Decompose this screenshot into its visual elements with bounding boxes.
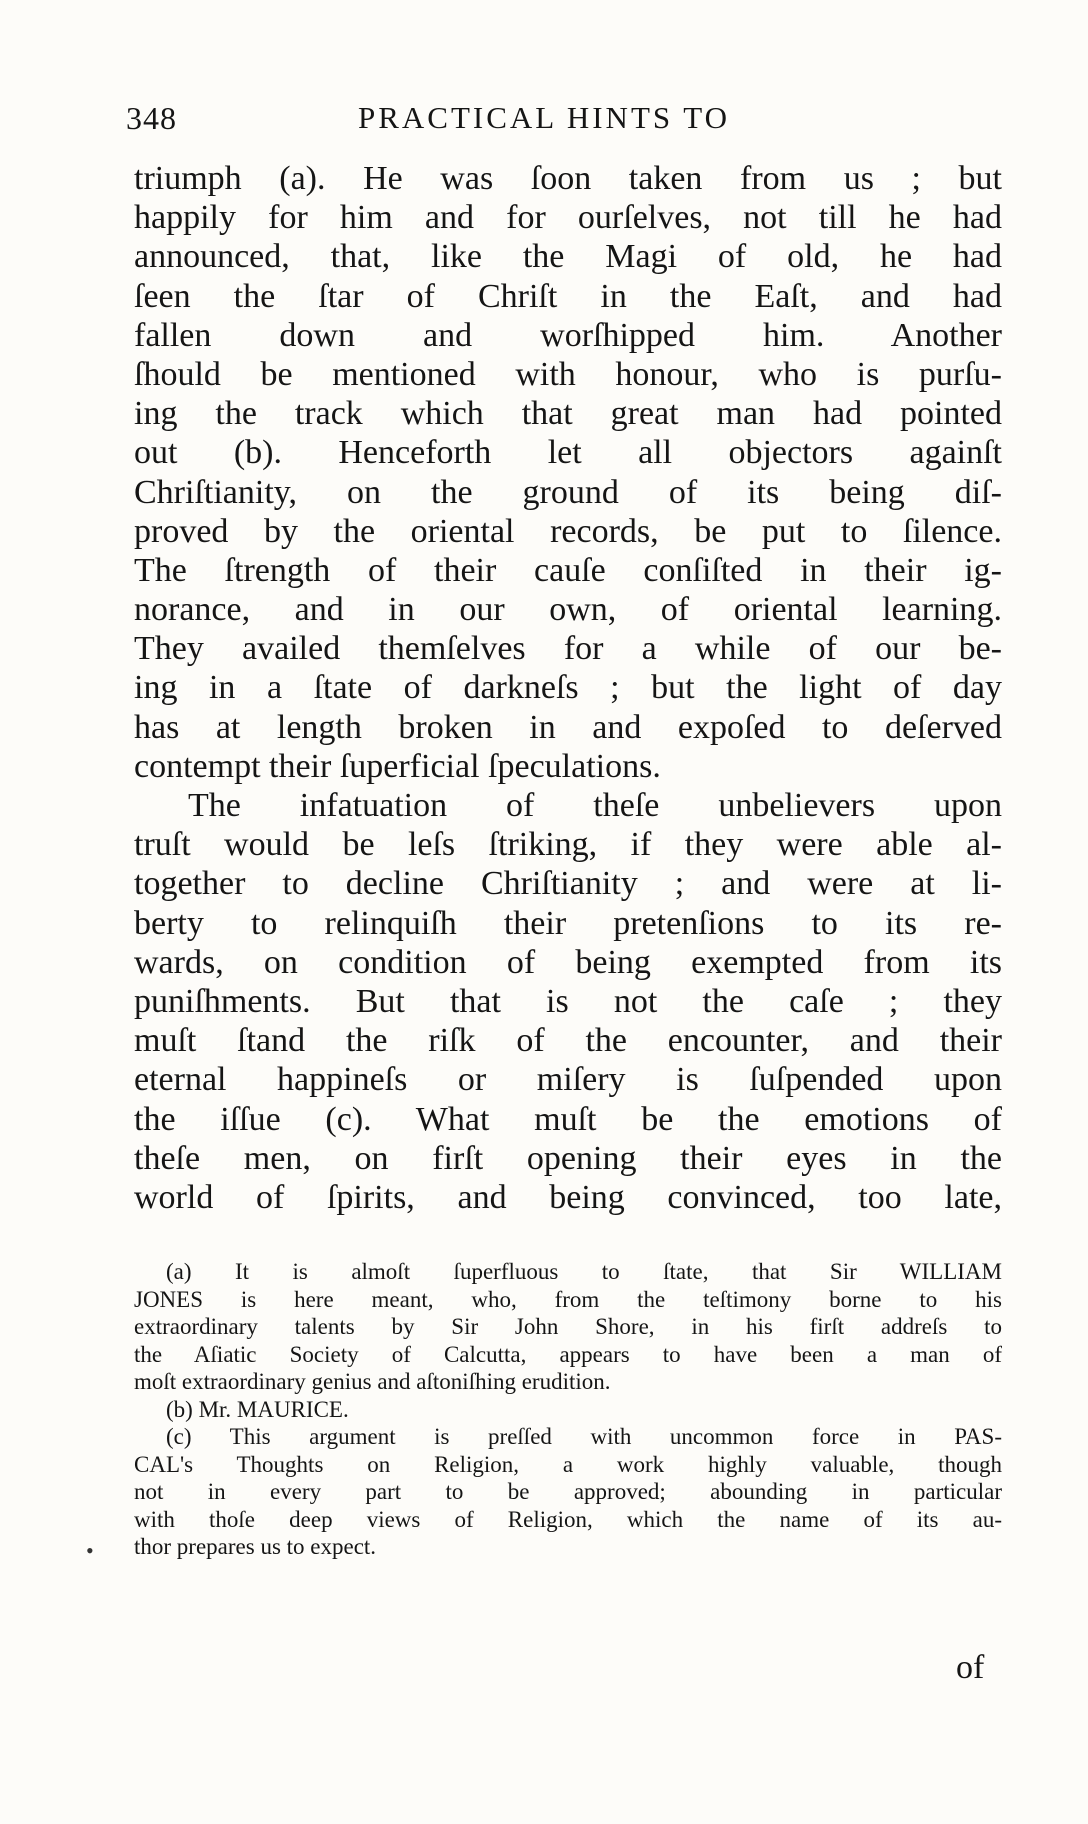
body-line: The ſtrength of their cauſe conſiſted in their ig- xyxy=(134,551,1002,589)
body-line: norance, and in our own, of oriental learning. xyxy=(134,591,1002,629)
body-line: puniſhments. But that is not the caſe ; they xyxy=(134,982,1002,1020)
body-line: happily for him and for ourſelves, not till he had xyxy=(134,199,1002,237)
catchword: of xyxy=(956,1649,985,1686)
body-line: ing the track which that great man had pointed xyxy=(134,395,1002,433)
body-line: contempt their ſuperficial ſpeculations. xyxy=(134,747,661,785)
margin-dot-icon: • xyxy=(86,1538,94,1563)
page-number: 348 xyxy=(126,100,177,136)
body-line: the iſſue (c). What muſt be the emotions of xyxy=(134,1100,1002,1138)
body-line: They availed themſelves for a while of our be- xyxy=(134,630,1002,668)
footnotes xyxy=(134,1258,1002,1561)
body-line: announced, that, like the Magi of old, he had xyxy=(134,238,1002,276)
body-line: The infatuation of theſe unbelievers upon xyxy=(188,787,1002,824)
footnote-line: not in every part to be approved; abounding in particular xyxy=(134,1479,1002,1504)
body-line: theſe men, on firſt opening their eyes in the xyxy=(134,1139,1002,1177)
footnote-line: (a) It is almoſt ſuperfluous to ſtate, that Sir WILLIAM xyxy=(166,1259,1002,1284)
running-head xyxy=(126,98,1006,148)
running-title: PRACTICAL HINTS TO xyxy=(358,100,731,135)
body-line: truſt would be leſs ſtriking, if they were able al- xyxy=(134,826,1002,864)
body-line: ſeen the ſtar of Chriſt in the Eaſt, and had xyxy=(134,277,1002,315)
footnote-line: CAL's Thoughts on Religion, a work highly valuable, though xyxy=(134,1451,1002,1477)
footnote-line: moſt extraordinary genius and aſtoniſhing erudition. xyxy=(134,1369,611,1394)
body-line: fallen down and worſhipped him. Another xyxy=(134,316,1002,354)
footnote-line: thor prepares us to expect. xyxy=(134,1534,377,1559)
body-line: proved by the oriental records, be put to ſilence. xyxy=(134,512,1002,550)
body-line: Chriſtianity, on the ground of its being diſ- xyxy=(134,473,1002,511)
footnote-line: (b) Mr. MAURICE. xyxy=(166,1396,349,1422)
footnote-line: the Aſiatic Society of Calcutta, appears to have been a man of xyxy=(134,1341,1002,1367)
body-line: world of ſpirits, and being convinced, too late, xyxy=(134,1178,1002,1216)
footnote-line: extraordinary talents by Sir John Shore, in his firſt addreſs to xyxy=(134,1314,1002,1339)
body-text xyxy=(134,159,1002,1217)
footnote-line: (c) This argument is preſſed with uncommon force in PAS- xyxy=(166,1424,1002,1449)
body-line: eternal happineſs or miſery is ſuſpended upon xyxy=(134,1061,1002,1099)
body-line: wards, on condition of being exempted from its xyxy=(134,943,1002,981)
body-line: ſhould be mentioned with honour, who is purſu- xyxy=(134,355,1002,393)
footnote-line: JONES is here meant, who, from the teſtimony borne to his xyxy=(134,1286,1002,1312)
body-line: triumph (a). He was ſoon taken from us ; but xyxy=(134,160,1002,197)
body-line: out (b). Henceforth let all objectors againſt xyxy=(134,434,1002,472)
body-line: berty to relinquiſh their pretenſions to its re- xyxy=(134,904,1002,942)
body-line: together to decline Chriſtianity ; and were at li- xyxy=(134,865,1002,903)
body-line: muſt ſtand the riſk of the encounter, and their xyxy=(134,1022,1002,1060)
footnote-line: with thoſe deep views of Religion, which the name of its au- xyxy=(134,1506,1002,1532)
body-line: has at length broken in and expoſed to deſerved xyxy=(134,708,1002,746)
body-line: ing in a ſtate of darkneſs ; but the light of day xyxy=(134,669,1002,707)
